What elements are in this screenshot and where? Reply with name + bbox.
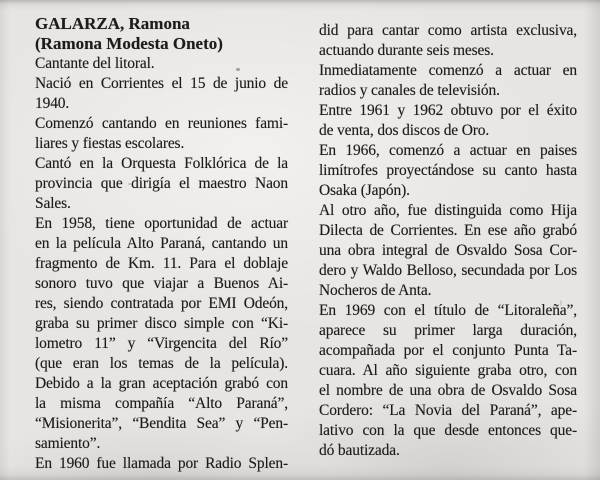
paragraph [35,114,288,154]
text-line: Entre 1961 y 1962 obtuvo por el éxito [319,102,577,119]
text-line: graba su primer disco simple con “Ki- [35,315,288,332]
text-line: actuando durante seis meses. [319,42,494,59]
text-line: Cordero: “La Novia del Paraná”, ape- [319,402,577,419]
text-line: “Misionerita”, “Bendita Sea” y “Pen- [35,415,288,432]
paragraph [319,301,577,461]
text-line: aparece su primer larga duración, [319,322,577,339]
text-line: Dilecta de Corrientes. En ese año grabó [319,222,577,239]
paragraph [319,61,577,101]
text-line: dero y Waldo Belloso, secundada por Los [319,262,577,279]
text-line: Cantó en la Orquesta Folklórica de la [35,155,288,172]
text-line: cuara. Al año siguiente graba otro, con [319,362,577,379]
paragraph [35,454,288,474]
paragraph [319,141,577,201]
text-line: radios y canales de televisión. [319,82,500,99]
text-line: Osaka (Japón). [319,182,410,199]
text-line: liares y fiestas escolares. [35,135,185,152]
text-line: limítrofes proyectándose su canto hasta [319,162,577,179]
text-line: (que eran los temas de la película). [35,355,288,372]
text-line: did para cantar como artista exclusiva, [319,22,577,39]
paragraph [35,74,288,114]
text-line: sonoro tuvo que viajar a Buenos Ai- [35,275,288,292]
paragraph [319,201,577,301]
text-line: Inmediatamente comenzó a actuar en [319,62,577,79]
text-line: samiento”. [35,435,101,452]
text-line: en la película Alto Paraná, cantando un [35,235,288,252]
text-line: Al otro año, fue distinguida como Hija [319,202,577,219]
paragraph [35,214,288,454]
text-line: lativo con la que desde entonces que- [319,422,577,439]
text-line: acompañada por el conjunto Punta Ta- [319,342,577,359]
text-line: Nació en Corrientes el 15 de junio de [35,75,288,92]
text-line: 1940. [35,95,70,112]
text-line: fragmento de Km. 11. Para el doblaje [35,255,288,272]
paragraph [319,101,577,141]
right-text-column [319,0,577,461]
paragraph [319,21,577,61]
text-line: provincia que dirigía el maestro Naon [35,175,288,192]
text-line: Cantante del litoral. [35,55,155,72]
text-line: el nombre de una obra de Osvaldo Sosa [319,382,577,399]
text-line: Sales. [35,195,71,212]
text-line: res, siendo contratada por EMI Odeón, [35,295,288,312]
entry-heading-line: GALARZA, Ramona [35,14,190,33]
text-line: Nocheros de Anta. [319,282,432,299]
paragraph [35,54,288,74]
text-line: En 1960 fue llamada por Radio Splen- [35,455,288,472]
paragraph [35,154,288,214]
entry-heading [35,14,288,54]
text-line: lometro 11” y “Virgencita del Río” [35,335,288,352]
entry-heading-line: (Ramona Modesta Oneto) [35,34,223,53]
text-line: Debido a la gran aceptación grabó con [35,375,288,392]
text-line: dó bautizada. [319,442,400,459]
text-line: de venta, dos discos de Oro. [319,122,490,139]
text-line: En 1969 con el título de “Litoraleña”, [319,302,577,319]
left-text-column [35,0,288,474]
text-line: Comenzó cantando en reuniones fami- [35,115,288,132]
text-line: una obra integral de Osvaldo Sosa Cor- [319,242,577,259]
text-line: la misma compañía “Alto Paraná”, [35,395,288,412]
text-line: En 1966, comenzó a actuar en paises [319,142,577,159]
text-line: En 1958, tiene oportunidad de actuar [35,215,288,232]
